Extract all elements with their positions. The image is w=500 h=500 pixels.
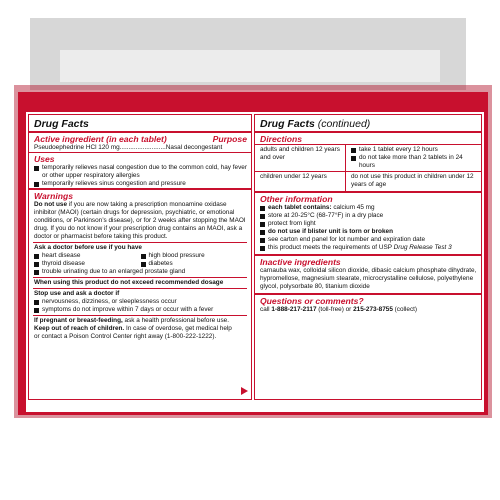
- stop-use-label: Stop use and ask a doctor if: [34, 290, 120, 297]
- condition-text: diabetes: [148, 260, 173, 267]
- toll-free-phone: 1-888-217-2117: [271, 306, 317, 313]
- direction-text: do not take more than 2 tablets in 24 hours: [359, 154, 463, 169]
- drug-facts-continued-title: [255, 115, 481, 131]
- uses-item-text: temporarily relieves sinus congestion and pressure: [42, 180, 186, 187]
- divider: [33, 242, 247, 243]
- condition-text: trouble urinating due to an enlarged prostate gland: [42, 268, 186, 275]
- bullet-square: [260, 214, 265, 219]
- pregnant-paragraph: [29, 317, 251, 325]
- inactive-text: carnauba wax, colloidal silicon dioxide, dibasic calcium phosphate dihydrate, hypromellose, magnesium stearate, microcrystalline cellulose, polyethylene glycol, polysorbate 80, titanium dioxide: [260, 267, 477, 290]
- collect-phone: 215-273-8755: [353, 306, 393, 313]
- uses-item-text: temporarily relieves nasal congestion due to the common cold, hay fever or other upper respiratory allergies: [42, 164, 247, 179]
- uses-header: [29, 152, 251, 164]
- condition-item: [141, 260, 248, 268]
- questions-label: Questions or comments?: [260, 296, 364, 306]
- drug-facts-title: Drug Facts: [260, 118, 315, 130]
- directions-table: [255, 144, 481, 191]
- bullet-square: [351, 148, 356, 153]
- bullet-square: [260, 238, 265, 243]
- other-item-text: store at 20-25°C (68-77°F) in a dry place: [268, 212, 384, 219]
- active-ingredient-header: [29, 131, 251, 144]
- other-item: [255, 204, 481, 212]
- direction-text: take 1 tablet every 12 hours: [359, 146, 438, 153]
- bullet-square: [260, 246, 265, 251]
- ask-doctor-label: Ask a doctor before use if you have: [34, 244, 142, 251]
- other-item: [255, 228, 481, 236]
- active-ingredient-label: Active ingredient (in each tablet): [34, 134, 167, 144]
- toll-free-note: (toll-free) or: [316, 306, 354, 313]
- stop-item: [29, 306, 251, 314]
- contact-line: [255, 306, 481, 314]
- condition-item: [34, 260, 141, 268]
- conditions-row: [29, 252, 251, 260]
- other-item-text: see carton end panel for lot number and expiration date: [268, 236, 426, 243]
- pregnant-label: If pregnant or breast-feeding,: [34, 317, 123, 324]
- questions-header: [255, 293, 481, 306]
- when-using-text: When using this product do not exceed recommended dosage: [34, 279, 224, 286]
- usp-test-name: Drug Release Test 3: [393, 244, 452, 251]
- condition-item: [29, 268, 251, 276]
- bullet-square: [260, 206, 265, 211]
- directions-who: adults and children 12 years and over: [255, 144, 345, 171]
- directions-label: Directions: [260, 134, 303, 144]
- other-item-text: protect from light: [268, 220, 316, 227]
- condition-text: high blood pressure: [148, 252, 205, 259]
- do-not-use-paragraph: [29, 201, 251, 241]
- bullet-square: [34, 308, 39, 313]
- bullet-square: [34, 270, 39, 275]
- stop-item-text: nervousness, dizziness, or sleeplessness occur: [42, 298, 177, 305]
- collect-note: (collect): [392, 306, 418, 313]
- directions-what: [345, 144, 481, 171]
- conditions-row: [29, 260, 251, 268]
- bullet-square: [34, 254, 39, 259]
- other-item: [255, 244, 481, 252]
- uses-label: Uses: [34, 154, 55, 164]
- other-item: [255, 236, 481, 244]
- stop-item: [29, 298, 251, 306]
- condition-item: [34, 252, 141, 260]
- drug-facts-left-panel: [28, 114, 252, 400]
- directions-header: [255, 131, 481, 144]
- active-ingredient-line: [29, 144, 251, 152]
- directions-what: do not use this product in children under 12 years of age: [345, 171, 481, 191]
- purpose-value: Nasal decongestant: [165, 144, 223, 151]
- other-info-label: Other information: [260, 194, 333, 204]
- bullet-square: [34, 182, 39, 187]
- bullet-square: [141, 262, 146, 267]
- bullet-square: [260, 222, 265, 227]
- continued-label: (continued): [314, 118, 371, 130]
- other-item: [255, 212, 481, 220]
- bullet-square: [260, 230, 265, 235]
- warnings-label: Warnings: [34, 191, 73, 201]
- bullet-square: [351, 156, 356, 161]
- leader-dots: ..........................: [119, 144, 166, 151]
- direction-item: [351, 154, 478, 170]
- other-item-text: do not use if blister unit is torn or broken: [268, 228, 393, 235]
- bullet-square: [34, 166, 39, 171]
- purpose-label: Purpose: [212, 134, 247, 144]
- carton-flap-band: [60, 50, 440, 82]
- each-tablet-label: each tablet contains:: [268, 204, 332, 211]
- warnings-header: [29, 188, 251, 201]
- drug-facts-title: Drug Facts: [34, 118, 89, 130]
- call-label: call: [260, 306, 272, 313]
- other-info-header: [255, 191, 481, 204]
- do-not-use-label: Do not use: [34, 201, 68, 208]
- condition-text: thyroid disease: [42, 260, 85, 267]
- pregnant-text: ask a health professional before use.: [122, 317, 230, 324]
- inactive-label: Inactive ingredients: [260, 257, 341, 267]
- condition-text: heart disease: [42, 252, 81, 259]
- divider: [33, 315, 247, 316]
- other-item: [255, 220, 481, 228]
- do-not-use-text: if you are now taking a prescription monoamine oxidase inhibitor (MAOI) (certain drugs for depression, psychiatric, or emotional conditions, or Parkinson’s disease), or for 2 weeks after stopping the MAOI drug. If you do not know if your prescription drug contains an MAOI, ask a doctor or pharmacist before taking this product.: [34, 201, 246, 240]
- bullet-square: [34, 262, 39, 267]
- directions-who: children under 12 years: [255, 171, 345, 191]
- continued-arrow-icon: [241, 387, 248, 395]
- divider: [33, 288, 247, 289]
- bullet-square: [141, 254, 146, 259]
- direction-item: [351, 146, 478, 154]
- stop-item-text: symptoms do not improve within 7 days or occur with a fever: [42, 306, 214, 313]
- uses-item: [29, 180, 251, 188]
- inactive-header: [255, 254, 481, 267]
- uses-item: [29, 164, 251, 180]
- keep-out-paragraph: [29, 325, 251, 341]
- drug-facts-right-panel: [254, 114, 482, 400]
- keep-out-text: In case of overdose, get medical help or contact a Poison Control Center right away (1-800-222-1222).: [34, 325, 232, 340]
- active-ingredient-name: Pseudoephedrine HCl 120 mg: [34, 144, 120, 151]
- bullet-square: [34, 300, 39, 305]
- each-tablet-text: calcium 45 mg: [331, 204, 375, 211]
- condition-item: [141, 252, 248, 260]
- keep-out-label: Keep out of reach of children.: [34, 325, 125, 332]
- divider: [33, 277, 247, 278]
- usp-text: this product meets the requirements of USP: [268, 244, 394, 251]
